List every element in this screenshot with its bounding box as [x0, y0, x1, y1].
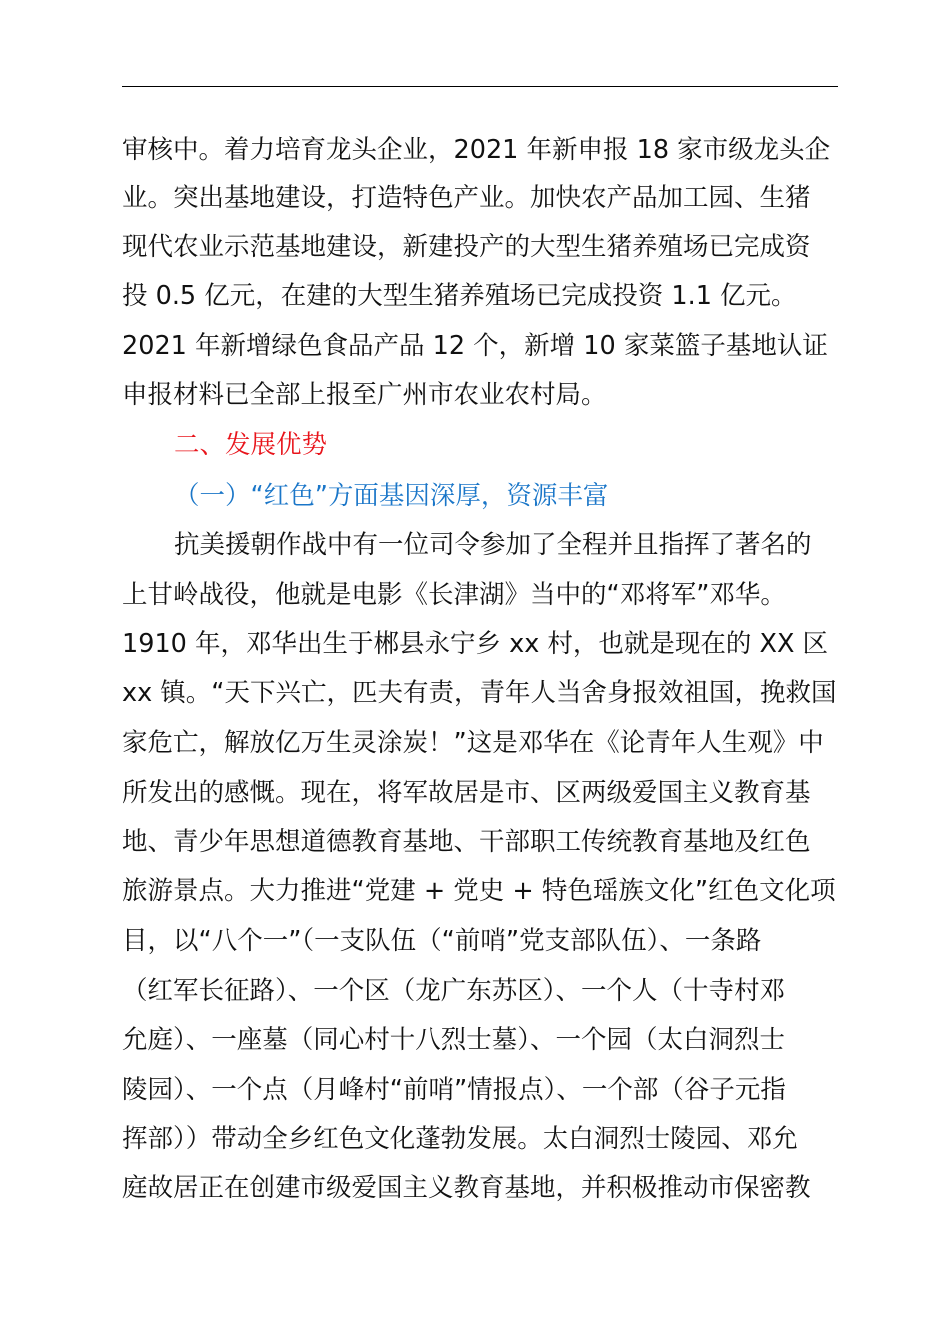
body-line: 现代农业示范基地建设，新建投产的大型生猪养殖场已完成资: [122, 232, 811, 262]
body-line: 允庭）、一座墓（同心村十八烈士墓）、一个园（太白洞烈士: [122, 1025, 786, 1055]
body-line: 地、青少年思想道德教育基地、干部职工传统教育基地及红色: [122, 827, 811, 857]
body-line: 家危亡，解放亿万生灵涂炭！”这是邓华在《论青年人生观》中: [122, 728, 824, 758]
body-line: 审核中。着力培育龙头企业，2021 年新申报 18 家市级龙头企: [122, 135, 831, 165]
body-line: 目，以“八个一”（一支队伍（“前哨”党支部队伍）、一条路: [122, 926, 762, 956]
body-line: 旅游景点。大力推进“党建 + 党史 + 特色瑶族文化”红色文化项: [122, 876, 836, 906]
header-rule: [122, 86, 838, 87]
body-line: 投 0.5 亿元，在建的大型生猪养殖场已完成投资 1.1 亿元。: [122, 281, 797, 311]
body-line: 1910 年，邓华出生于郴县永宁乡 xx 村，也就是现在的 XX 区: [122, 629, 829, 659]
paragraph-first-line: 抗美援朝作战中有一位司令参加了全程并且指挥了著名的: [174, 530, 812, 560]
section-heading: 二、发展优势: [174, 430, 328, 460]
body-line: 挥部））带动全乡红色文化蓬勃发展。太白洞烈士陵园、邓允: [122, 1124, 798, 1154]
body-line: 所发出的感慨。现在，将军故居是市、区两级爱国主义教育基: [122, 778, 811, 808]
body-line: 上甘岭战役，他就是电影《长津湖》当中的“邓将军”邓华。: [122, 580, 786, 610]
body-line: 庭故居正在创建市级爱国主义教育基地，并积极推动市保密教: [122, 1173, 811, 1203]
body-line: 陵园）、一个点（月峰村“前哨”情报点）、一个部（谷子元指: [122, 1075, 786, 1105]
body-line: 申报材料已全部上报至广州市农业农村局。: [122, 380, 607, 410]
body-line: xx 镇。“天下兴亡，匹夫有责，青年人当舍身报效祖国，挽救国: [122, 678, 837, 708]
subsection-heading: （一）“红色”方面基因深厚，资源丰富: [174, 481, 609, 511]
body-line: 业。突出基地建设，打造特色产业。加快农产品加工园、生猪: [122, 183, 811, 213]
body-line: （红军长征路）、一个区（龙广东苏区）、一个人（十寺村邓: [122, 976, 786, 1006]
body-line: 2021 年新增绿色食品产品 12 个，新增 10 家菜篮子基地认证: [122, 331, 828, 361]
